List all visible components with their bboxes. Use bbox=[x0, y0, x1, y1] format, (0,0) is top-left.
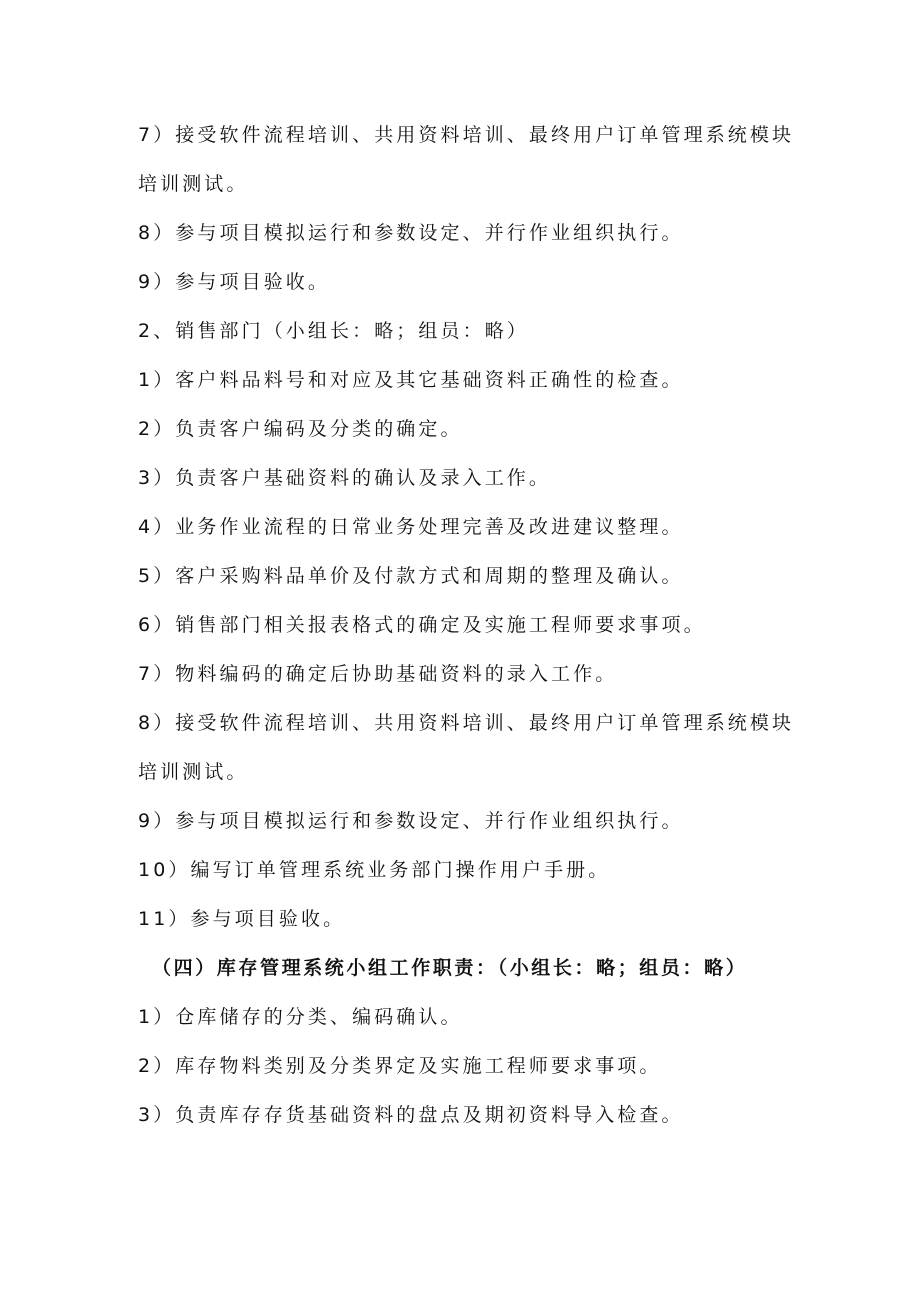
list-item: 5）客户采购料品单价及付款方式和周期的整理及确认。 bbox=[138, 565, 684, 587]
list-item: 11）参与项目验收。 bbox=[138, 908, 346, 930]
list-item: 6）销售部门相关报表格式的确定及实施工程师要求事项。 bbox=[138, 614, 706, 636]
section-heading: （四）库存管理系统小组工作职责：（小组长：略；组员：略） bbox=[152, 957, 748, 979]
list-item: 1）仓库储存的分类、编码确认。 bbox=[138, 1006, 463, 1028]
list-item: 9）参与项目验收。 bbox=[138, 271, 330, 293]
list-item: 7）物料编码的确定后协助基础资料的录入工作。 bbox=[138, 663, 618, 685]
list-item: 8）接受软件流程培训、共用资料培训、最终用户订单管理系统模块 bbox=[138, 712, 795, 734]
section-subheading: 2、销售部门（小组长：略；组员：略） bbox=[138, 320, 529, 342]
list-item: 4）业务作业流程的日常业务处理完善及改进建议整理。 bbox=[138, 516, 684, 538]
list-item: 8）参与项目模拟运行和参数设定、并行作业组织执行。 bbox=[138, 222, 684, 244]
list-item: 1）客户料品料号和对应及其它基础资料正确性的检查。 bbox=[138, 369, 684, 391]
list-item: 3）负责库存存货基础资料的盘点及期初资料导入检查。 bbox=[138, 1104, 684, 1126]
list-item: 2）负责客户编码及分类的确定。 bbox=[138, 418, 463, 440]
document-body bbox=[138, 111, 798, 1140]
list-item: 7）接受软件流程培训、共用资料培训、最终用户订单管理系统模块 bbox=[138, 124, 795, 146]
list-item-continuation: 培训测试。 bbox=[138, 173, 249, 195]
list-item: 9）参与项目模拟运行和参数设定、并行作业组织执行。 bbox=[138, 810, 684, 832]
list-item: 10）编写订单管理系统业务部门操作用户手册。 bbox=[138, 859, 611, 881]
list-item: 3）负责客户基础资料的确认及录入工作。 bbox=[138, 467, 551, 489]
list-item-continuation: 培训测试。 bbox=[138, 761, 249, 783]
list-item: 2）库存物料类别及分类界定及实施工程师要求事项。 bbox=[138, 1055, 662, 1077]
